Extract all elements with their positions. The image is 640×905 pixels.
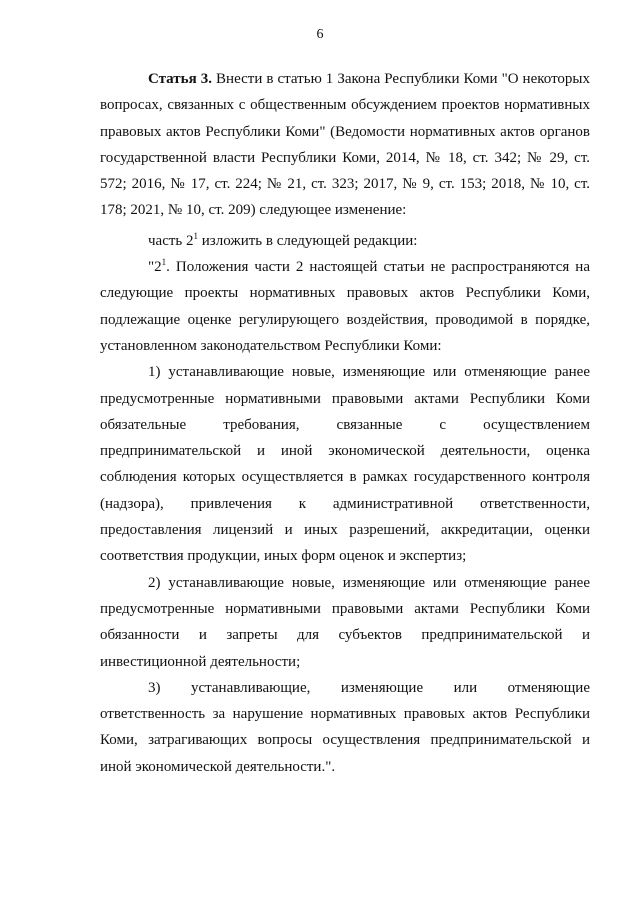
list-item: 2) устанавливающие новые, изменяющие или отменяющие ранее предусмотренные нормативными правовыми актами Республики Коми обязанности и запреты для субъектов предпринимательской и инвестиционной деятельности;: [100, 574, 590, 670]
quote-superscript: 1: [161, 257, 167, 268]
article-paragraph: [100, 66, 590, 224]
quote-open: "2: [148, 259, 162, 276]
part-instruction: [100, 228, 590, 254]
part-superscript: 1: [193, 230, 199, 241]
quoted-part: [100, 254, 590, 359]
article-lead: Внести в статью 1 Закона Республики Коми "О некоторых вопросах, связанных с общественным обсуждением проектов нормативных правовых актов Республики Коми" (Ведомости нормативных актов органов государственной власти Республики Коми, 2014, № 18, ст. 342; № 29, ст. 572; 2016, № 17, ст. 224; № 21, ст. 323; 2017, № 9, ст. 153; 2018, № 10, ст. 178; 2021, № 10, ст. 209) следующее изменение:: [100, 71, 591, 219]
list-item: 3) устанавливающие, изменяющие или отменяющие ответственность за нарушение нормативных правовых актов Республики Коми, затрагивающих вопросы осуществления предпринимательской и иной экономической деятельности.".: [100, 679, 590, 775]
part-suffix: изложить в следующей редакции:: [198, 232, 418, 249]
document-body: [100, 66, 590, 780]
article-label: Статья 3.: [148, 71, 212, 87]
quote-text: . Положения части 2 настоящей статьи не распространяются на следующие проекты нормативных правовых актов Республики Коми, подлежащие оценке регулирующего воздействия, проводимой в порядке, установленном законодательством Республики Коми:: [100, 259, 590, 354]
list-item: 1) устанавливающие новые, изменяющие или отменяющие ранее предусмотренные нормативными правовыми актами Республики Коми обязательные требования, связанные с осуществлением предпринимательской и иной экономической деятельности, оценка соблюдения которых осуществляется в рамках государственного контроля (надзора), привлечения к административной ответственности, предоставления лицензий и иных разрешений, аккредитации, оценки соответствия продукции, иных форм оценок и экспертиз;: [100, 364, 590, 565]
part-prefix: часть 2: [148, 232, 194, 249]
page-number: 6: [316, 27, 324, 42]
